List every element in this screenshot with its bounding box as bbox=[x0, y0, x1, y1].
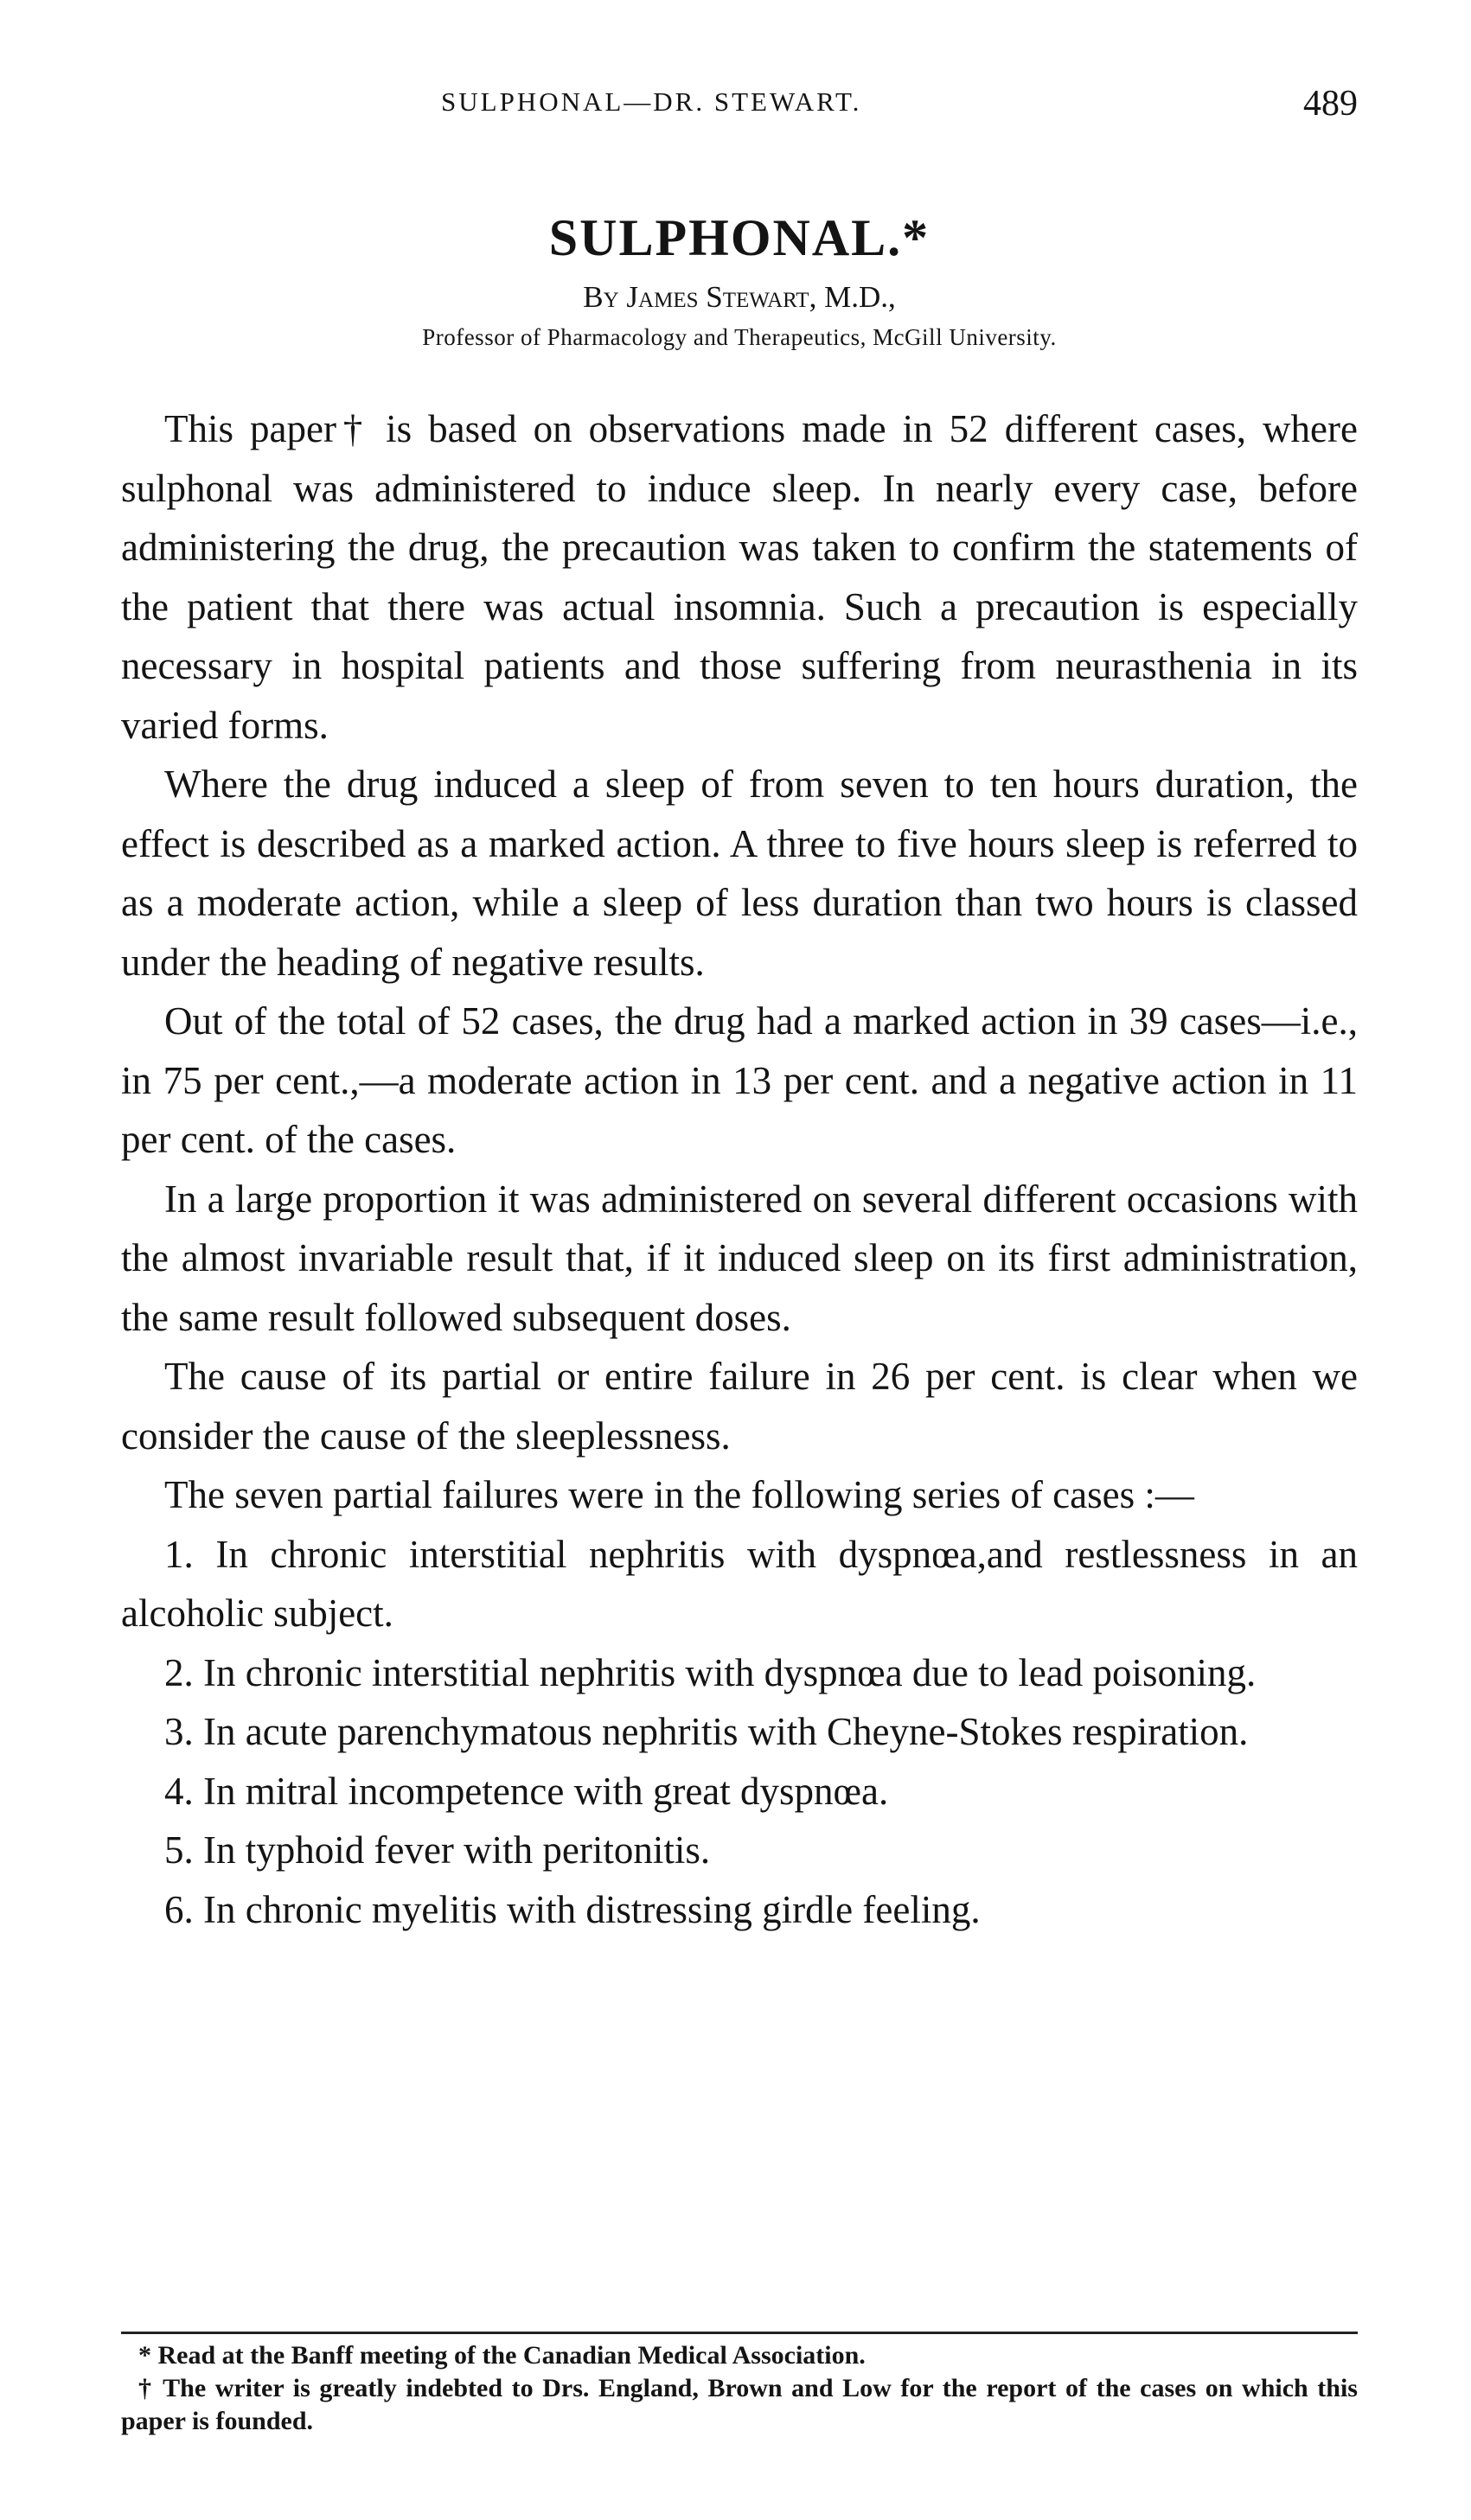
footnotes bbox=[121, 2339, 1358, 2438]
footnote-divider bbox=[121, 2332, 1358, 2334]
paragraph: In a large proportion it was administered on several different occasions with the almost invariable result that, if it induced sleep on its first administration, the same result followed subsequent doses. bbox=[121, 1177, 1358, 1339]
article-title: SULPHONAL.* bbox=[548, 209, 931, 266]
affiliation: Professor of Pharmacology and Therapeutics, McGill University. bbox=[422, 324, 1057, 350]
list-item: 5. In typhoid fever with peritonitis. bbox=[164, 1828, 711, 1872]
paragraph: This paper† is based on observations made in 52 different cases, where sulphonal was administered to induce sleep. In nearly every case, before administering the drug, the precaution was taken to confirm the statements of the patient that there was actual insomnia. Such a precaution is especially necessary in hospital patients and those suffering from neurasthenia in its varied forms. bbox=[121, 407, 1358, 747]
footnote: * Read at the Banff meeting of the Canadian Medical Association. bbox=[138, 2341, 866, 2370]
title-block bbox=[121, 207, 1358, 353]
paragraph: The cause of its partial or entire failure in 26 per cent. is clear when we consider the cause of the sleeplessness. bbox=[121, 1355, 1358, 1458]
paragraph: The seven partial failures were in the following series of cases :— bbox=[164, 1473, 1194, 1516]
byline: By James Stewart, M.D., bbox=[583, 280, 896, 314]
list-item: 2. In chronic interstitial nephritis with dyspnœa due to lead poisoning. bbox=[164, 1650, 1257, 1694]
body-text bbox=[121, 399, 1358, 1939]
paragraph: Out of the total of 52 cases, the drug had a marked action in 39 cases—i.e., in 75 per cent.,—a moderate action in 13 per cent. and a negative action in 11 per cent. of the cases. bbox=[121, 999, 1358, 1161]
running-title: SULPHONAL—DR. STEWART. bbox=[441, 86, 862, 117]
list-item: 3. In acute parenchymatous nephritis with Cheyne-Stokes respiration. bbox=[164, 1710, 1249, 1753]
list-item: 6. In chronic myelitis with distressing girdle feeling. bbox=[164, 1887, 981, 1931]
list-item: 1. In chronic interstitial nephritis with dyspnœa,and restlessness in an alcoholic subject. bbox=[121, 1532, 1358, 1635]
list-item: 4. In mitral incompetence with great dyspnœa. bbox=[164, 1769, 889, 1813]
page-number: 489 bbox=[1303, 84, 1358, 124]
paragraph: Where the drug induced a sleep of from seven to ten hours duration, the effect is described as a marked action. A three to five hours sleep is referred to as a moderate action, while a sleep of less duration than two hours is classed under the heading of negative results. bbox=[121, 762, 1358, 984]
footnote: † The writer is greatly indebted to Drs. England, Brown and Low for the report of the cases on which this paper is founded. bbox=[121, 2374, 1358, 2435]
running-head bbox=[121, 86, 1358, 138]
